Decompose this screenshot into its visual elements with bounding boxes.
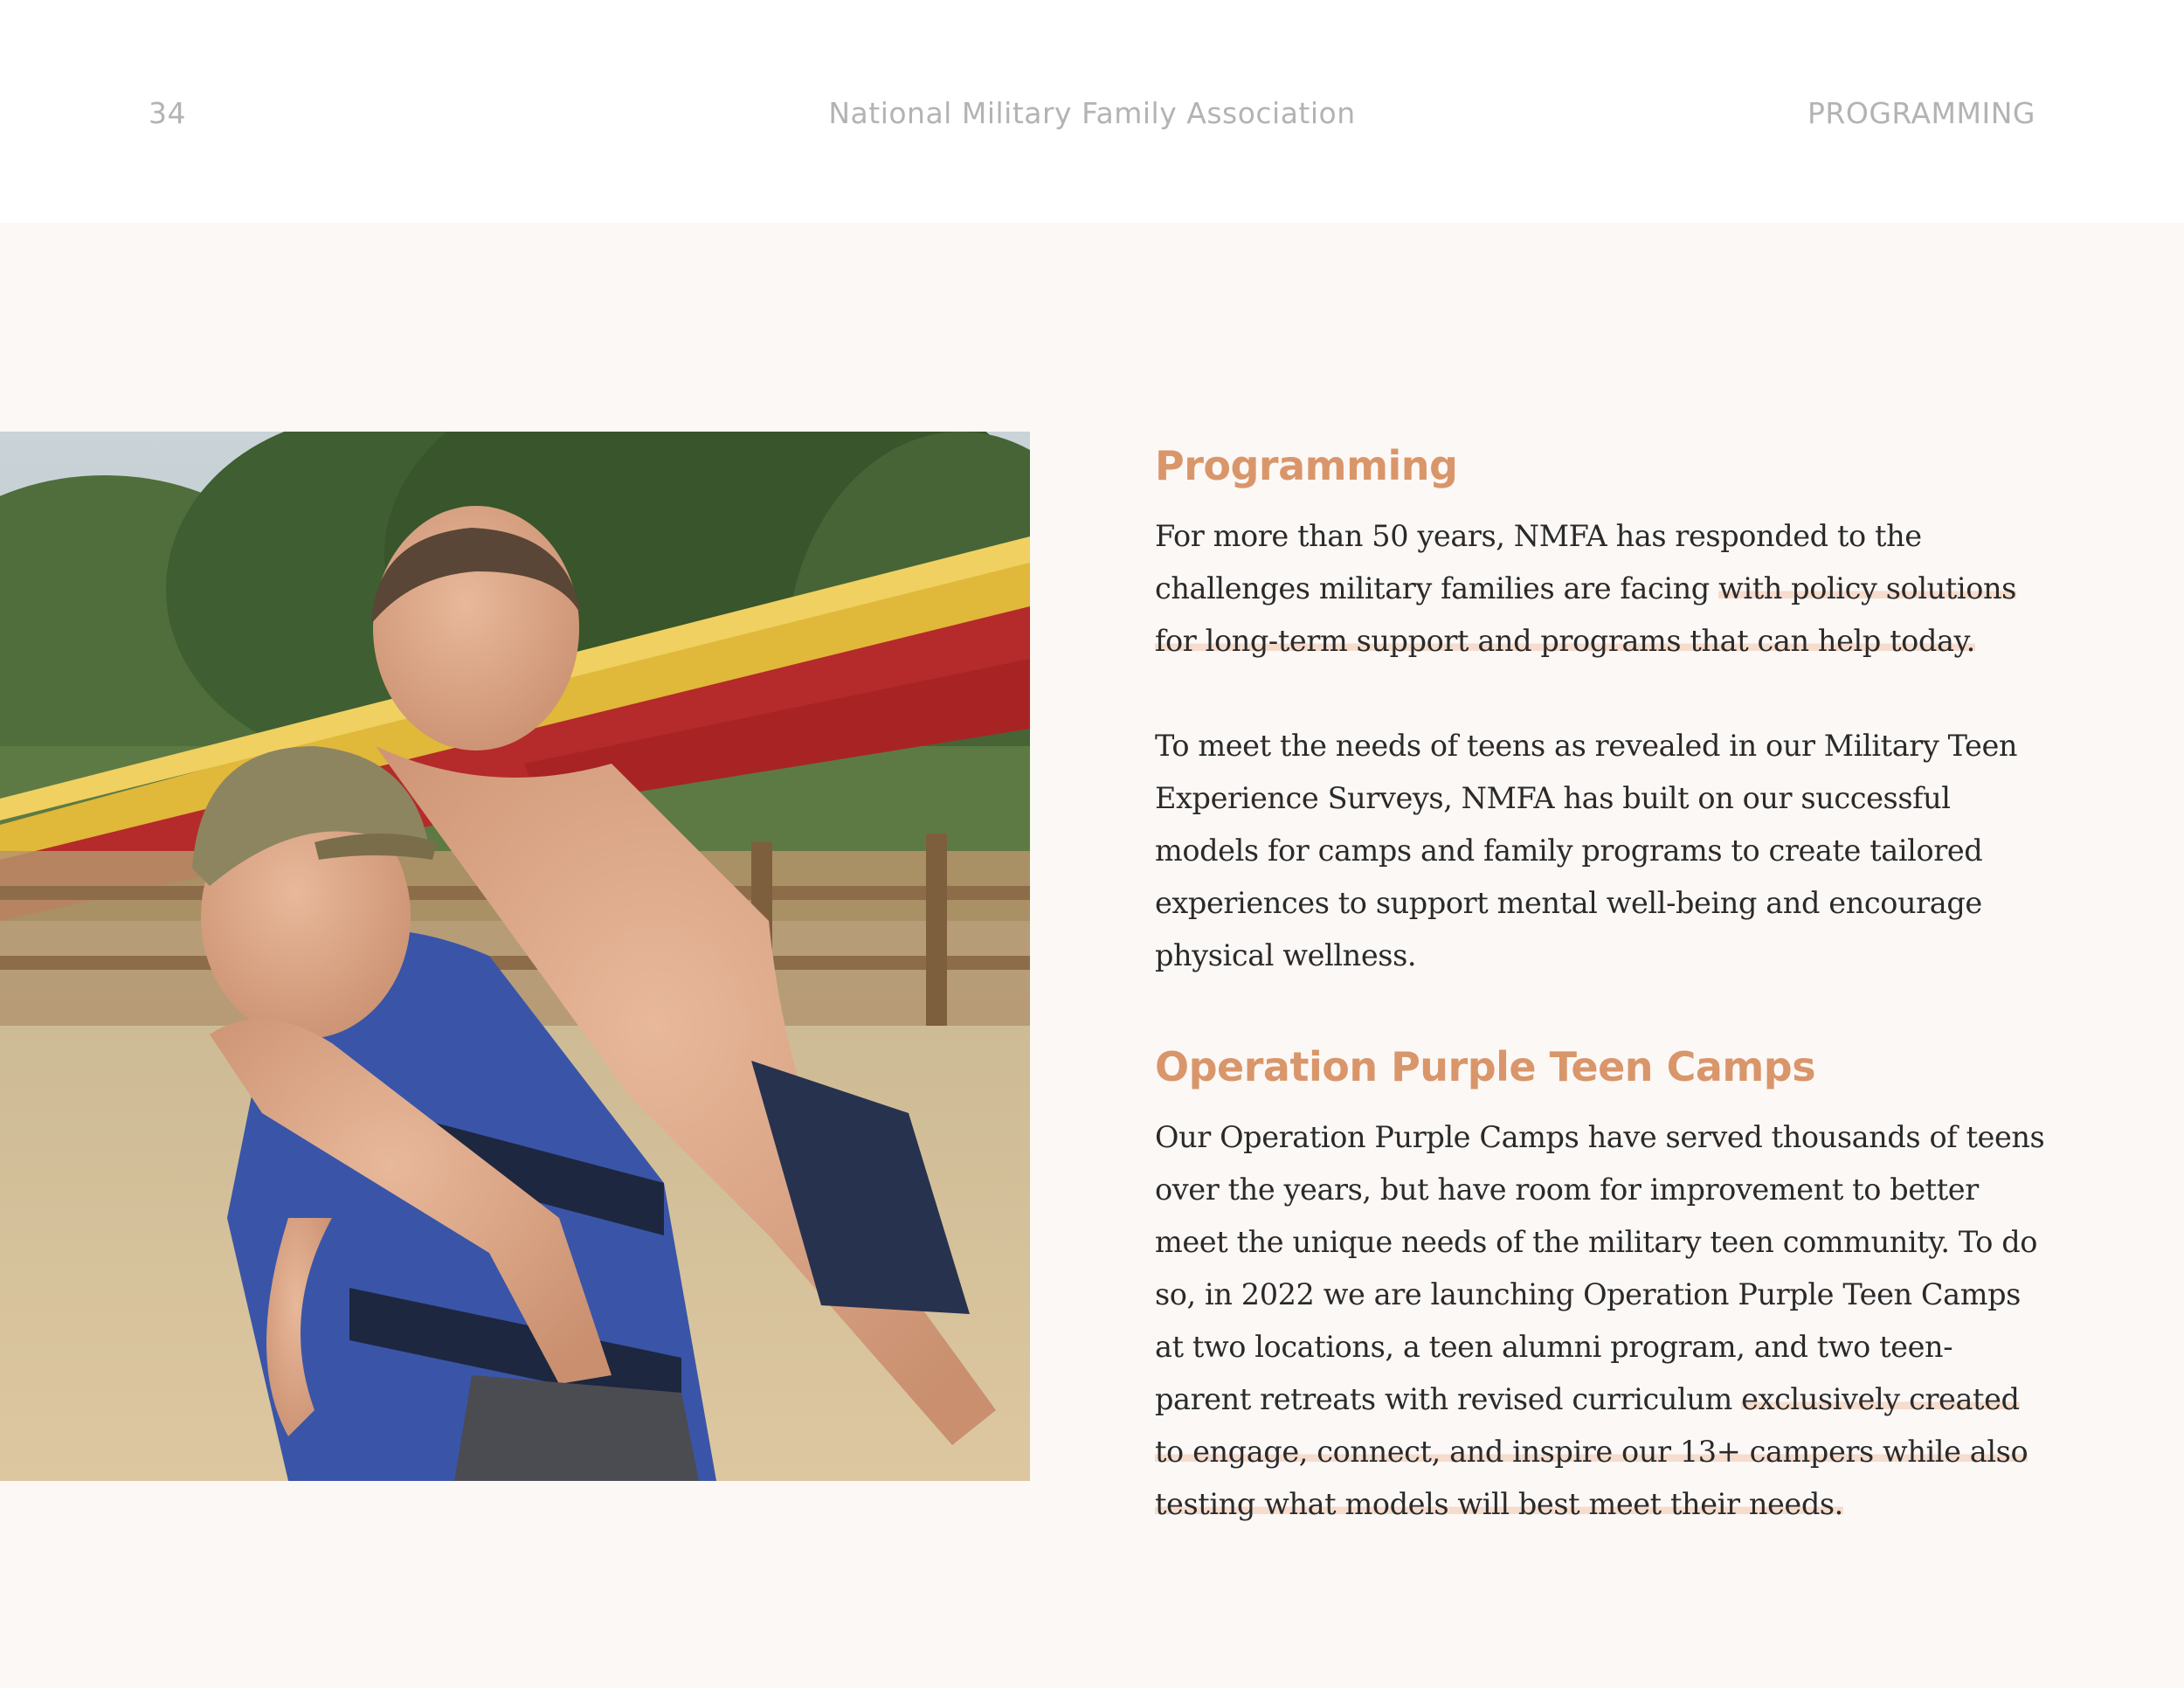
text-column [1155,435,2046,1531]
teen-camps-paragraph [1155,1111,2046,1531]
content-area [0,223,2184,1688]
section-label: PROGRAMMING [1807,96,2035,130]
programming-heading: Programming [1155,442,1458,489]
teen-camps-highlight: exclusively created to engage, connect, and inspire our 13+ campers while also testing what models will best meet their needs. [1155,1382,2028,1521]
camp-photo [0,432,1030,1481]
page-number: 34 [149,96,186,130]
p1-highlight: with policy solutions for long-term support and programs that can help today. [1155,571,2016,658]
teen-camps-text: Our Operation Purple Camps have served thousands of teens over the years, but have room for improvement to better meet the unique needs of the military teen community. To do so, in 2022 we are launching Operation Purple Teen Camps at two locations, a teen alumni program, and two teen-parent retreats with revised curriculum [1155,1120,2045,1416]
p1-text: For more than 50 years, NMFA has responded to the challenges military families are facing [1155,519,1922,605]
programming-paragraph-2: To meet the needs of teens as revealed in our Military Teen Experience Surveys, NMFA has built on our successful models for camps and family programs to create tailored experiences to support mental well-being and encourage physical wellness. [1155,729,2018,972]
page-header [0,0,2184,223]
teen-camps-heading: Operation Purple Teen Camps [1155,1043,1816,1090]
organization-name: National Military Family Association [828,96,1356,130]
programming-paragraph-1 [1155,510,2046,668]
